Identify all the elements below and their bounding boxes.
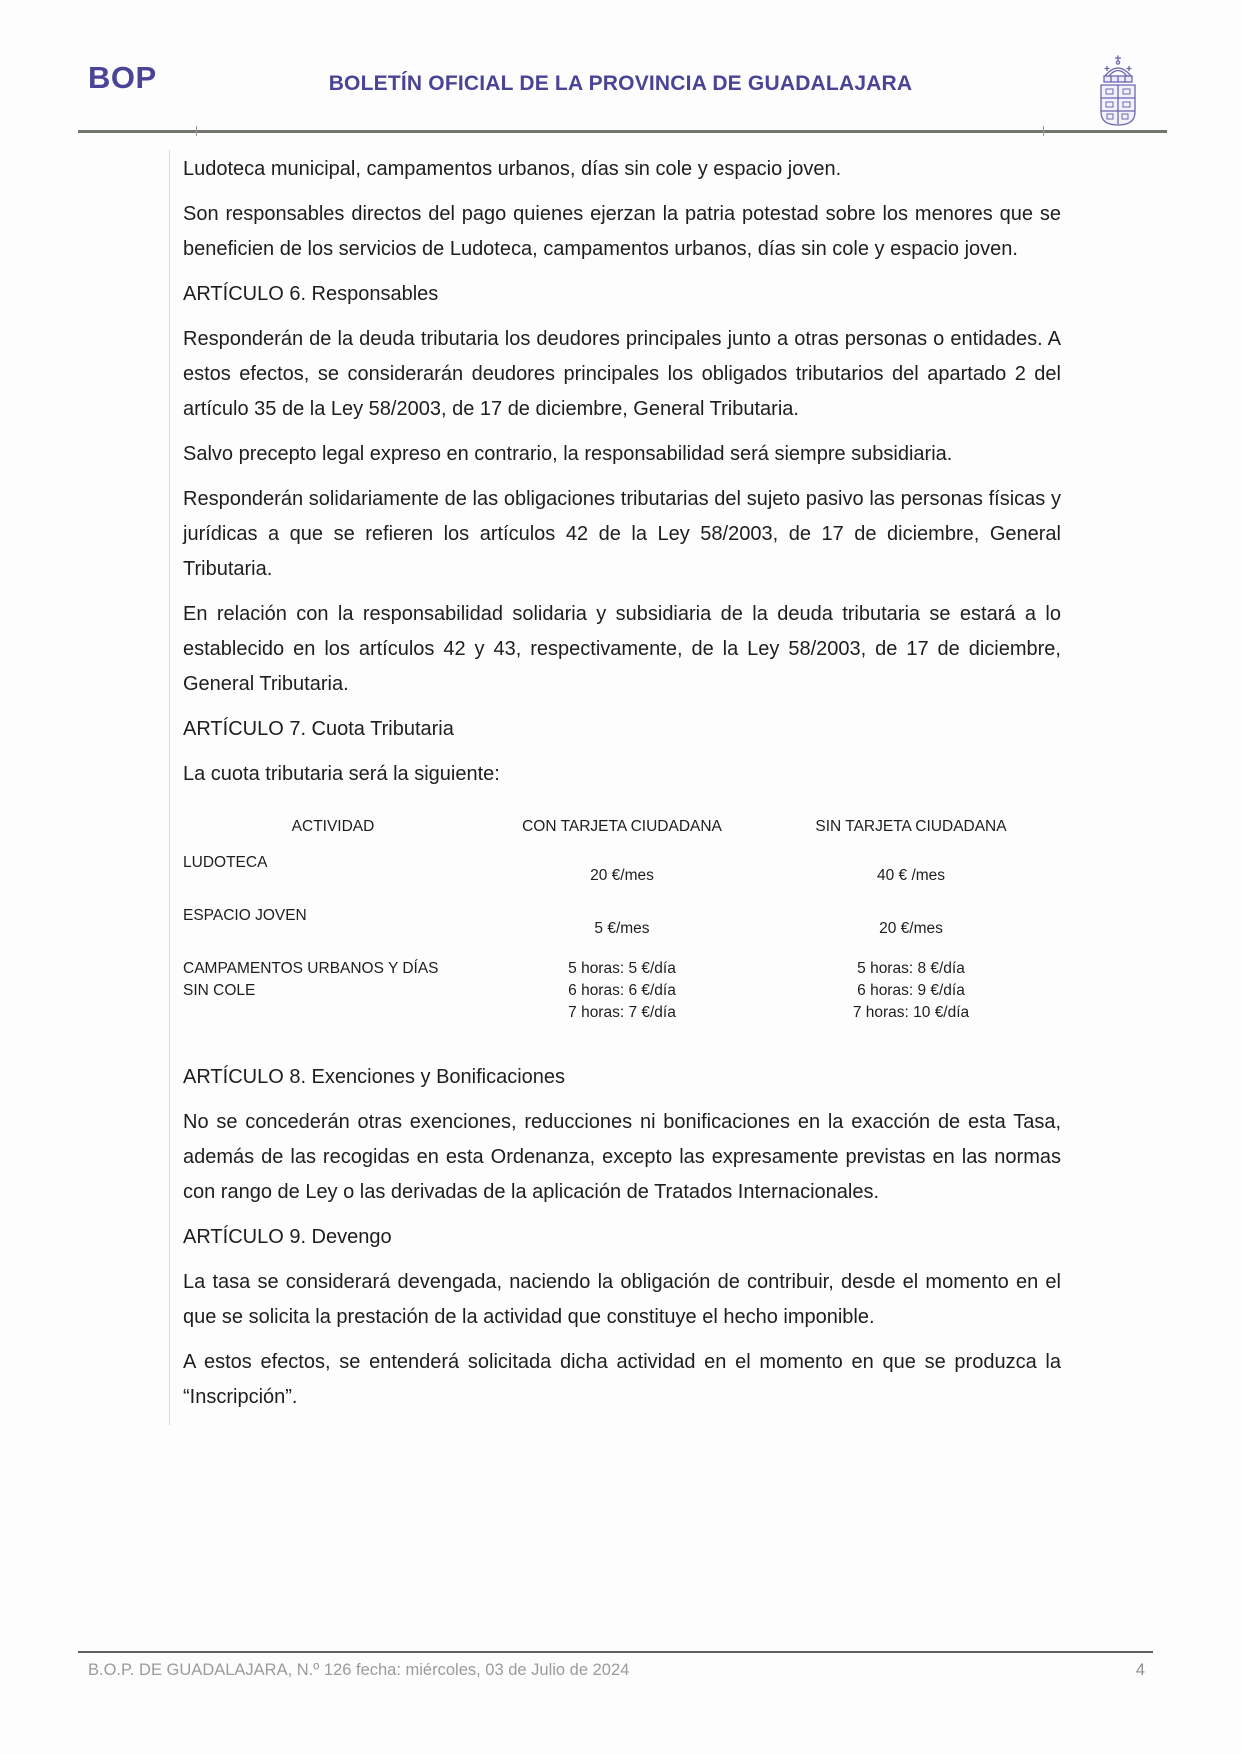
table-cell-con bbox=[483, 958, 761, 1042]
table-header-actividad: ACTIVIDAD bbox=[291, 818, 375, 835]
price-value: 5 horas: 5 €/día bbox=[568, 960, 676, 977]
price-value: 6 horas: 6 €/día bbox=[568, 982, 676, 999]
footer-rule bbox=[78, 1651, 1153, 1653]
table-cell-sin bbox=[761, 958, 1061, 1042]
price-value: 7 horas: 10 €/día bbox=[852, 1004, 970, 1021]
paragraph: Responderán solidariamente de las obligaciones tributarias del sujeto pasivo las personas físicas y jurídicas a que se refieren los artículos 42 de la Ley 58/2003, de 17 de diciembre, General Tributaria. bbox=[183, 488, 1061, 580]
paragraph: En relación con la responsabilidad solidaria y subsidiaria de la deuda tributaria se estará a lo establecido en los artículos 42 y 43, respectivamente, de la Ley 58/2003, de 17 de diciembre, General Tributaria. bbox=[183, 603, 1061, 695]
paragraph: Salvo precepto legal expreso en contrario, la responsabilidad será siempre subsidiaria. bbox=[183, 443, 953, 465]
paragraph: No se concederán otras exenciones, reducciones ni bonificaciones en la exacción de esta Tasa, además de las recogidas en esta Ordenanza, excepto las expresamente previstas en las normas con rango de Ley o las derivadas de la aplicación de Tratados Internacionales. bbox=[183, 1111, 1061, 1203]
coat-of-arms-icon bbox=[1093, 54, 1143, 133]
table-header-sin-tarjeta: SIN TARJETA CIUDADANA bbox=[815, 818, 1007, 835]
bop-logo: BOP bbox=[88, 60, 157, 95]
paragraph: La cuota tributaria será la siguiente: bbox=[183, 763, 500, 785]
paragraph: Ludoteca municipal, campamentos urbanos, días sin cole y espacio joven. bbox=[183, 158, 842, 180]
footer-publication-info: B.O.P. DE GUADALAJARA, N.º 126 fecha: miércoles, 03 de Julio de 2024 bbox=[88, 1661, 630, 1679]
article-8-heading: ARTÍCULO 8. Exenciones y Bonificaciones bbox=[183, 1066, 566, 1088]
page-header bbox=[0, 0, 1241, 133]
price-value: 7 horas: 7 €/día bbox=[568, 1004, 676, 1021]
header-rule-tick bbox=[1043, 126, 1044, 136]
table-row-activity bbox=[183, 852, 483, 905]
tariff-table bbox=[183, 816, 1061, 1042]
table-row-activity bbox=[183, 958, 483, 1042]
header-rule-tick bbox=[196, 126, 197, 136]
article-9-heading: ARTÍCULO 9. Devengo bbox=[183, 1226, 392, 1248]
paragraph: Responderán de la deuda tributaria los deudores principales junto a otras personas o entidades. A estos efectos, se considerarán deudores principales los obligados tributarios del apartado 2 del artículo 35 de la Ley 58/2003, de 17 de diciembre, General Tributaria. bbox=[183, 328, 1061, 420]
table-cell-sin bbox=[761, 852, 1061, 905]
table-row-activity bbox=[183, 905, 483, 958]
price-value: 40 € /mes bbox=[876, 867, 946, 884]
price-value: 5 €/mes bbox=[594, 920, 650, 937]
bulletin-title: BOLETÍN OFICIAL DE LA PROVINCIA DE GUADALAJARA bbox=[328, 72, 913, 95]
price-value: 20 €/mes bbox=[590, 867, 654, 884]
article-6-heading: ARTÍCULO 6. Responsables bbox=[183, 283, 439, 305]
page-footer bbox=[88, 1661, 1145, 1680]
header-rule bbox=[78, 130, 1167, 133]
activity-label: SIN COLE bbox=[183, 982, 256, 999]
paragraph: Son responsables directos del pago quienes ejerzan la patria potestad sobre los menores que se beneficien de los servicios de Ludoteca, campamentos urbanos, días sin cole y espacio joven. bbox=[183, 203, 1061, 260]
price-value: 20 €/mes bbox=[879, 920, 943, 937]
table-header-con-tarjeta: CON TARJETA CIUDADANA bbox=[522, 818, 722, 835]
article-7-heading: ARTÍCULO 7. Cuota Tributaria bbox=[183, 718, 454, 740]
document-body bbox=[169, 150, 1061, 1425]
paragraph: A estos efectos, se entenderá solicitada dicha actividad en el momento en que se produzca la “Inscripción”. bbox=[183, 1351, 1061, 1408]
page-number: 4 bbox=[1135, 1661, 1145, 1679]
activity-label: LUDOTECA bbox=[183, 854, 268, 871]
table-cell-con bbox=[483, 852, 761, 905]
table-cell-con bbox=[483, 905, 761, 958]
price-value: 5 horas: 8 €/día bbox=[857, 960, 965, 977]
activity-label: ESPACIO JOVEN bbox=[183, 907, 307, 924]
table-cell-sin bbox=[761, 905, 1061, 958]
paragraph: La tasa se considerará devengada, naciendo la obligación de contribuir, desde el momento en el que se solicita la prestación de la actividad que constituye el hecho imponible. bbox=[183, 1271, 1061, 1328]
price-value: 6 horas: 9 €/día bbox=[857, 982, 965, 999]
activity-label: CAMPAMENTOS URBANOS Y DÍAS bbox=[183, 960, 439, 977]
